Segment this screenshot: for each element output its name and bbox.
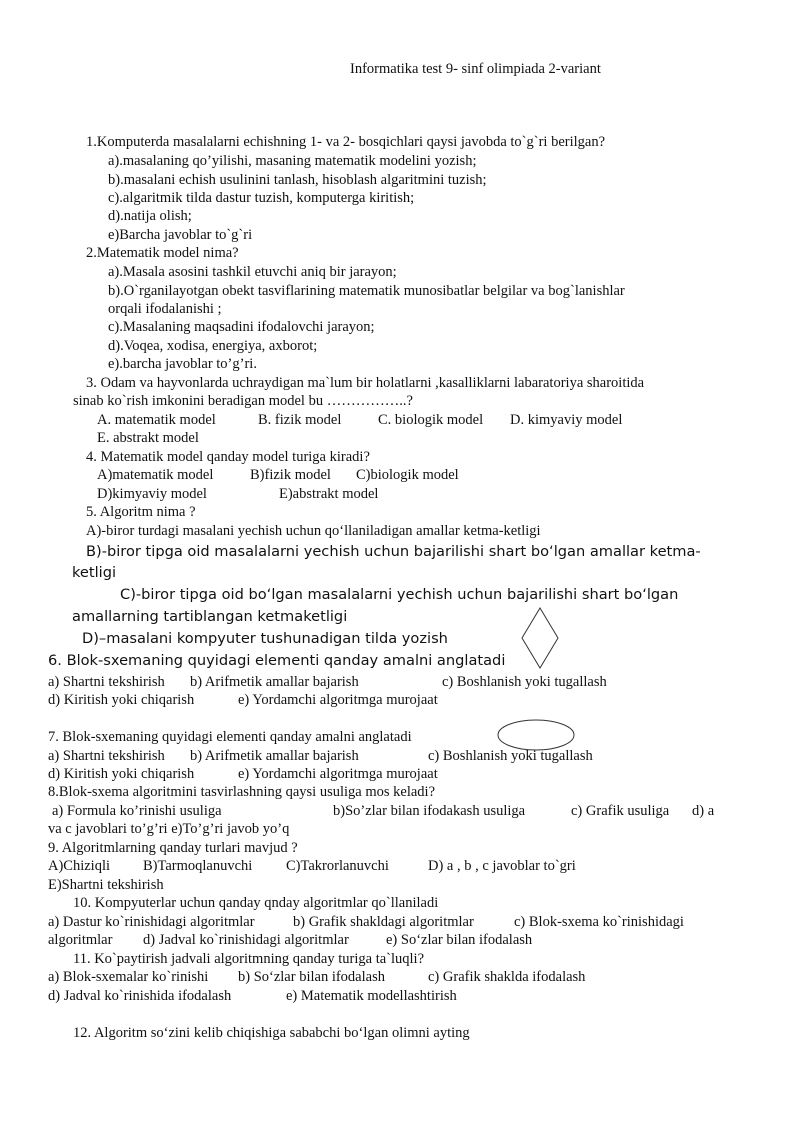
question-7: 7. Blok-sxemaning quyidagi elementi qanday amalni anglatadi <box>48 729 412 745</box>
q8-option-d: d) a <box>692 803 715 819</box>
q2-option-b: b).O`rganilayotgan obekt tasviflarining matematik munosibatlar belgilar va bog`lanishlar <box>108 283 625 299</box>
q2-option-c: c).Masalaning maqsadini ifodalovchi jarayon; <box>108 319 375 335</box>
question-12: 12. Algoritm so‘zini kelib chiqishiga sababchi bo‘lgan olimni ayting <box>73 1025 470 1041</box>
question-8: 8.Blok-sxema algoritmini tasvirlashning qaysi usuliga mos keladi? <box>48 784 436 800</box>
page-title: Informatika test 9- sinf olimpiada 2-variant <box>350 61 601 77</box>
q10-option-c: c) Blok-sxema ko`rinishidagi <box>514 914 684 930</box>
q4-option-b: B)fizik model <box>250 467 331 483</box>
q6-option-a: a) Shartni tekshirish <box>48 674 165 690</box>
q8-option-c: c) Grafik usuliga <box>571 803 670 819</box>
question-10: 10. Kompyuterlar uchun qanday qnday algoritmlar qo`llaniladi <box>73 895 439 911</box>
q1-option-a: a).masalaning qo’yilishi, masaning matematik modelini yozish; <box>108 153 477 169</box>
q2-option-d: d).Voqea, xodisa, energiya, axborot; <box>108 338 318 354</box>
question-11: 11. Ko`paytirish jadvali algoritmning qanday turiga ta`luqli? <box>73 951 425 967</box>
q6-option-c: c) Boshlanish yoki tugallash <box>442 674 607 690</box>
q5-option-b-cont: ketligi <box>72 564 117 581</box>
question-9: 9. Algoritmlarning qanday turlari mavjud ? <box>48 840 298 856</box>
q3-option-d: D. kimyaviy model <box>510 412 623 428</box>
q4-option-d: D)kimyaviy model <box>97 486 207 502</box>
q11-option-d: d) Jadval ko`rinishida ifodalash <box>48 988 232 1004</box>
q9-option-c: C)Takrorlanuvchi <box>286 858 389 874</box>
q10-option-d: d) Jadval ko`rinishidagi algoritmlar <box>143 932 349 948</box>
q3-option-a: A. matematik model <box>97 412 216 428</box>
q2-option-e: e).barcha javoblar to’g’ri. <box>108 356 257 372</box>
question-6: 6. Blok-sxemaning quyidagi elementi qanday amalni anglatadi <box>48 652 506 669</box>
decision-diamond-icon <box>520 606 560 670</box>
q6-option-b: b) Arifmetik amallar bajarish <box>190 674 359 690</box>
q8-option-b: b)So’zlar bilan ifodakash usuliga <box>333 803 526 819</box>
question-3-cont: sinab ko`rish imkonini beradigan model bu ……………..? <box>73 393 413 409</box>
q1-option-e: e)Barcha javoblar to`g`ri <box>108 227 253 243</box>
q1-option-c: c).algaritmik tilda dastur tuzish, komputerga kiritish; <box>108 190 415 206</box>
q11-option-b: b) So‘zlar bilan ifodalash <box>238 969 385 985</box>
question-2: 2.Matematik model nima? <box>86 245 239 261</box>
q9-option-d: D) a , b , c javoblar to`gri <box>428 858 576 874</box>
q4-option-e: E)abstrakt model <box>279 486 379 502</box>
q9-option-e: E)Shartni tekshirish <box>48 877 164 893</box>
q7-option-c: c) Boshlanish yoki tugallash <box>428 748 593 764</box>
q7-option-e: e) Yordamchi algoritmga murojaat <box>238 766 438 782</box>
q11-option-c: c) Grafik shaklda ifodalash <box>428 969 586 985</box>
q10-option-b: b) Grafik shakldagi algoritmlar <box>293 914 474 930</box>
q6-option-e: e) Yordamchi algoritmga murojaat <box>238 692 438 708</box>
q10-option-e: e) So‘zlar bilan ifodalash <box>386 932 533 948</box>
q7-option-d: d) Kiritish yoki chiqarish <box>48 766 195 782</box>
q4-option-a: A)matematik model <box>97 467 214 483</box>
q9-option-a: A)Chiziqli <box>48 858 111 874</box>
q2-option-b-cont: orqali ifodalanishi ; <box>108 301 222 317</box>
q5-option-a: A)-biror turdagi masalani yechish uchun qo‘llaniladigan amallar ketma-ketligi <box>86 523 541 539</box>
q7-option-a: a) Shartni tekshirish <box>48 748 165 764</box>
question-3: 3. Odam va hayvonlarda uchraydigan ma`lum bir holatlarni ,kasalliklarni labaratoriya sharoitida <box>86 375 645 391</box>
q4-option-c: C)biologik model <box>356 467 459 483</box>
q11-option-a: a) Blok-sxemalar ko`rinishi <box>48 969 209 985</box>
question-4: 4. Matematik model qanday model turiga kiradi? <box>86 449 370 465</box>
q1-option-b: b).masalani echish usulinini tanlash, hisoblash algaritmini tuzish; <box>108 172 487 188</box>
q2-option-a: a).Masala asosini tashkil etuvchi aniq bir jarayon; <box>108 264 397 280</box>
q10-option-c-cont: algoritmlar <box>48 932 113 948</box>
q8-option-a: a) Formula ko’rinishi usuliga <box>52 803 222 819</box>
q5-option-c: C)-biror tipga oid bo‘lgan masalalarni yechish uchun bajarilishi shart bo‘lgan <box>120 586 679 603</box>
q7-option-b: b) Arifmetik amallar bajarish <box>190 748 359 764</box>
q1-option-d: d).natija olish; <box>108 208 192 224</box>
question-5: 5. Algoritm nima ? <box>86 504 196 520</box>
q9-option-b: B)Tarmoqlanuvchi <box>143 858 253 874</box>
q5-option-d: D)–masalani kompyuter tushunadigan tilda yozish <box>82 630 448 647</box>
question-1: 1.Komputerda masalalarni echishning 1- va 2- bosqichlari qaysi javobda to`g`ri berilgan? <box>86 134 606 150</box>
q6-option-d: d) Kiritish yoki chiqarish <box>48 692 195 708</box>
q8-option-cont: va c javoblari to’g’ri e)To’g’ri javob yo’q <box>48 821 290 837</box>
q3-option-b: B. fizik model <box>258 412 342 428</box>
q10-option-a: a) Dastur ko`rinishidagi algoritmlar <box>48 914 255 930</box>
q3-option-e: E. abstrakt model <box>97 430 199 446</box>
q5-option-b: B)-biror tipga oid masalalarni yechish uchun bajarilishi shart bo‘lgan amallar ketma- <box>86 543 701 560</box>
q5-option-c-cont: amallarning tartiblangan ketmaketligi <box>72 608 348 625</box>
q11-option-e: e) Matematik modellashtirish <box>286 988 457 1004</box>
q3-option-c: C. biologik model <box>378 412 484 428</box>
